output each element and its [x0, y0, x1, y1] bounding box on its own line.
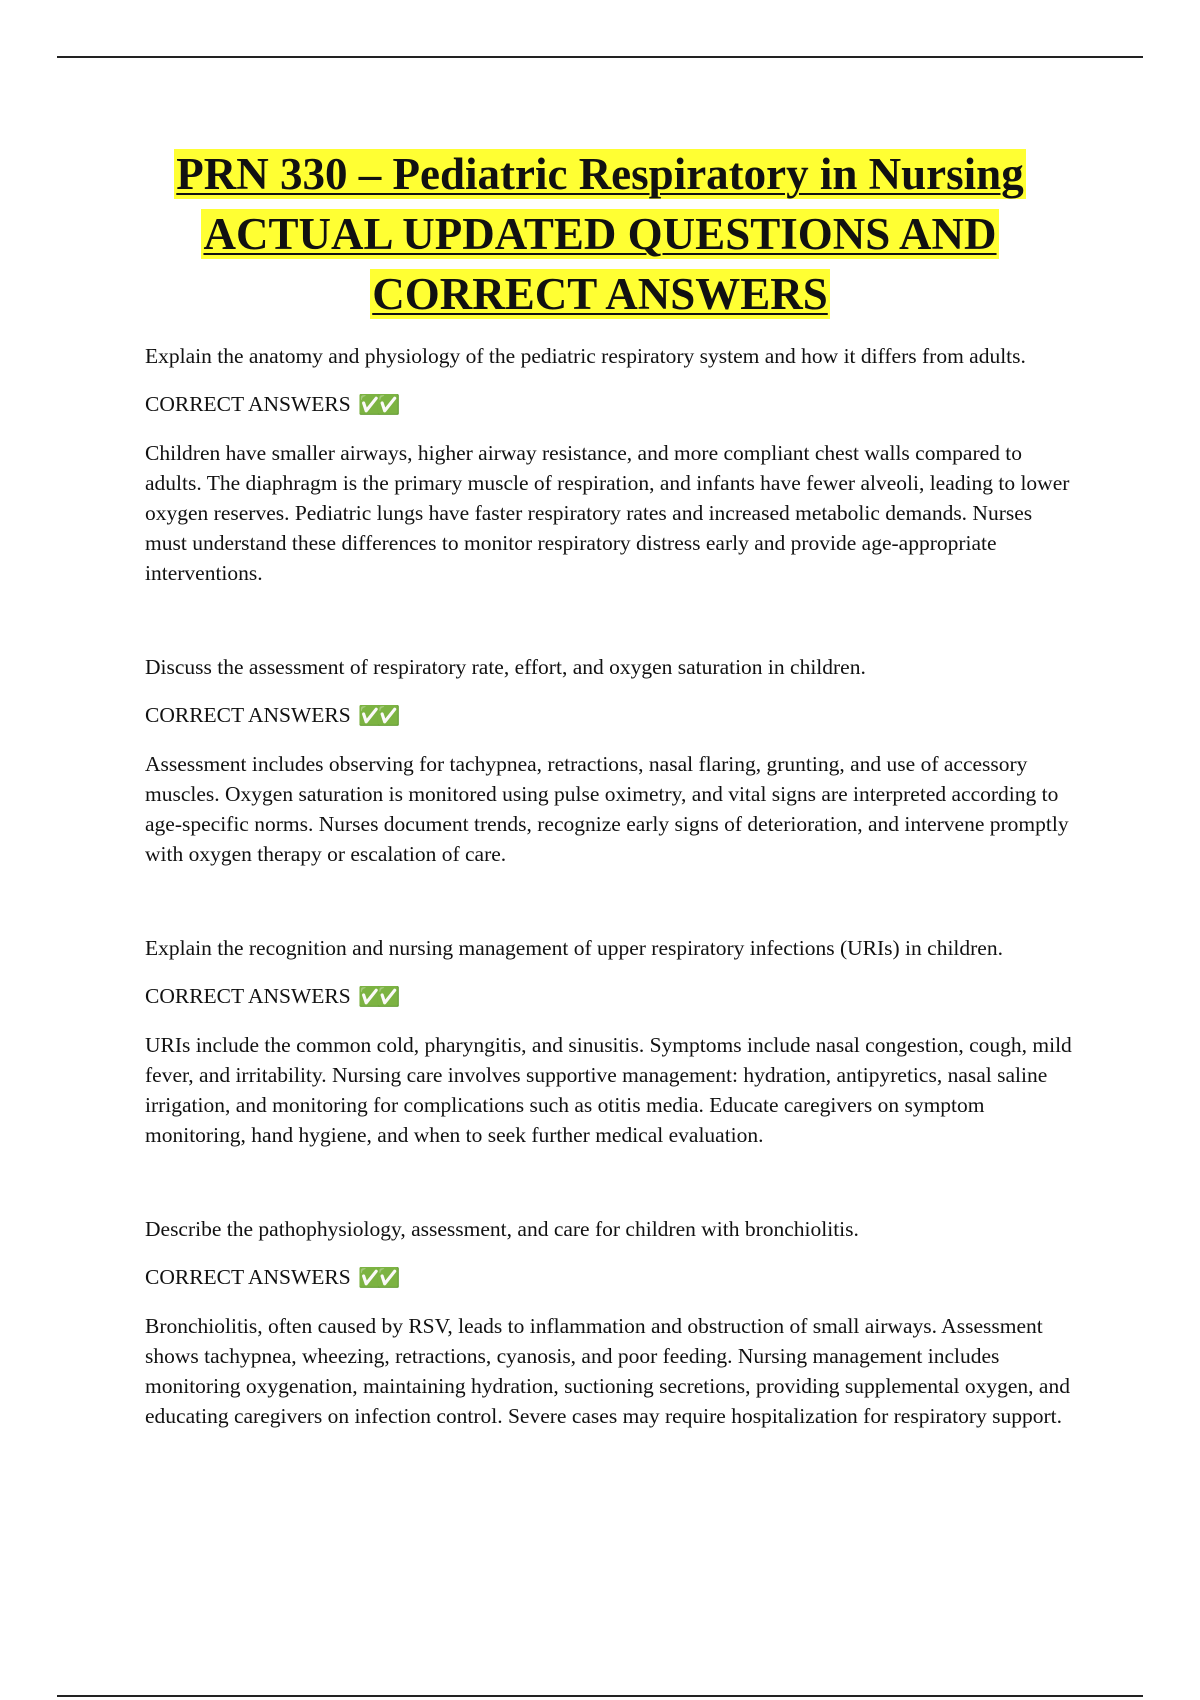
qa-item-4: [145, 1214, 1075, 1431]
double-check-icon: ✅✅: [358, 394, 396, 416]
question-4: Describe the pathophysiology, assessment, and care for children with bronchiolitis.: [145, 1217, 859, 1241]
double-check-icon: ✅✅: [358, 705, 396, 727]
top-rule: [57, 56, 1143, 58]
correct-answers-text-4: CORRECT ANSWERS: [145, 1265, 351, 1289]
correct-answers-label-4: [145, 1262, 1075, 1293]
correct-answers-text-3: CORRECT ANSWERS: [145, 984, 351, 1008]
question-1: Explain the anatomy and physiology of the pediatric respiratory system and how it differs from adults.: [145, 344, 1026, 368]
correct-answers-label-1: [145, 389, 1075, 420]
correct-answers-text-2: CORRECT ANSWERS: [145, 703, 351, 727]
correct-answers-label-3: [145, 981, 1075, 1012]
correct-answers-text-1: CORRECT ANSWERS: [145, 392, 351, 416]
correct-answers-label-2: [145, 700, 1075, 731]
answer-3: URIs include the common cold, pharyngitis, and sinusitis. Symptoms include nasal congestion, cough, mild fever, and irritability. Nursing care involves supportive management: hydration, antipyretics, nasal saline irrigation, and monitoring for complications such as otitis media. Educate caregivers on symptom monitoring, hand hygiene, and when to seek further medical evaluation.: [145, 1033, 1072, 1147]
question-2: Discuss the assessment of respiratory rate, effort, and oxygen saturation in children.: [145, 655, 866, 679]
qa-item-2: [145, 652, 1075, 869]
answer-2: Assessment includes observing for tachypnea, retractions, nasal flaring, grunting, and use of accessory muscles. Oxygen saturation is monitored using pulse oximetry, and vital signs are interpreted according to age-specific norms. Nurses document trends, recognize early signs of deterioration, and intervene promptly with oxygen therapy or escalation of care.: [145, 752, 1069, 866]
qa-item-3: [145, 933, 1075, 1150]
bottom-rule: [57, 1695, 1143, 1697]
document-title: [120, 144, 1080, 324]
double-check-icon: ✅✅: [358, 1267, 396, 1289]
question-3: Explain the recognition and nursing management of upper respiratory infections (URIs) in children.: [145, 936, 1003, 960]
answer-4: Bronchiolitis, often caused by RSV, leads to inflammation and obstruction of small airways. Assessment shows tachypnea, wheezing, retractions, cyanosis, and poor feeding. Nursing management includes monitoring oxygenation, maintaining hydration, suctioning secretions, providing supplemental oxygen, and educating caregivers on infection control. Severe cases may require hospitalization for respiratory support.: [145, 1314, 1070, 1428]
qa-item-1: [145, 341, 1075, 588]
qa-list: [145, 341, 1075, 1495]
document-title-text: PRN 330 – Pediatric Respiratory in Nursing ACTUAL UPDATED QUESTIONS AND CORRECT ANSWERS: [176, 149, 1024, 319]
answer-1: Children have smaller airways, higher airway resistance, and more compliant chest walls compared to adults. The diaphragm is the primary muscle of respiration, and infants have fewer alveoli, leading to lower oxygen reserves. Pediatric lungs have faster respiratory rates and increased metabolic demands. Nurses must understand these differences to monitor respiratory distress early and provide age-appropriate interventions.: [145, 441, 1070, 585]
double-check-icon: ✅✅: [358, 986, 396, 1008]
